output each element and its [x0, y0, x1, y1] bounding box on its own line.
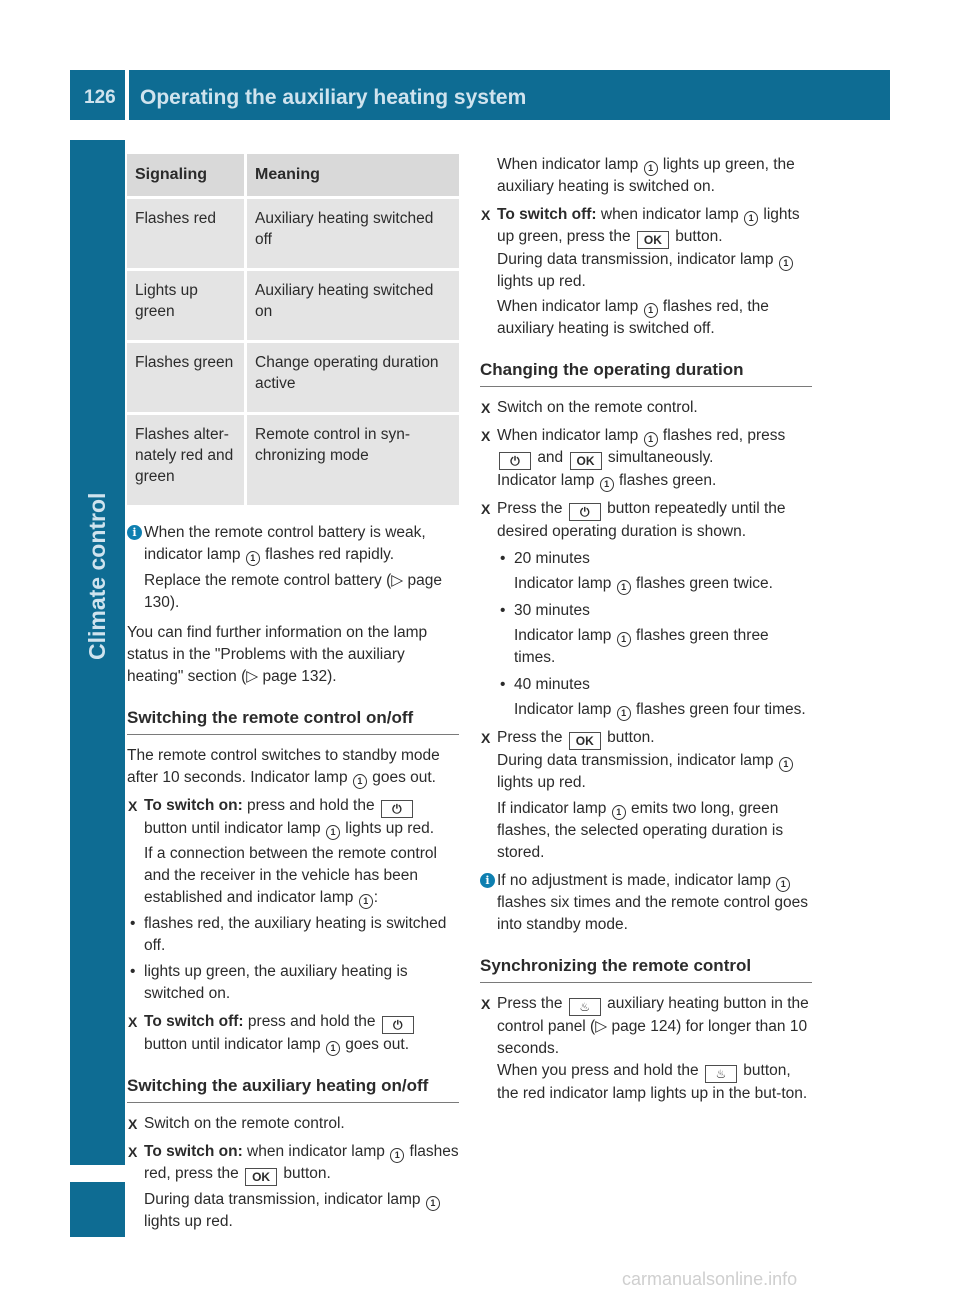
- step-text: When indicator lamp: [497, 427, 639, 444]
- step-text: lights up red.: [345, 820, 435, 837]
- step-arrow-icon: X: [128, 1116, 138, 1132]
- info-text: Replace the remote control battery (▷ page 130).: [144, 572, 442, 611]
- step-detail: [497, 1060, 812, 1105]
- step-text: :: [373, 889, 379, 906]
- step-label: To switch on:: [144, 797, 243, 814]
- paragraph: [480, 154, 812, 198]
- list-text: lights up green, the auxiliary heating is switched on.: [144, 963, 408, 1002]
- heater-button-icon: ♨: [569, 998, 601, 1016]
- paragraph: You can find further information on the lamp status in the "Problems with the auxiliary heating" section (▷ page 132).: [127, 624, 428, 685]
- table-row: [127, 271, 459, 343]
- left-column: [127, 152, 459, 1233]
- step-text: flashes red, press: [662, 427, 786, 444]
- step-arrow-icon: X: [481, 996, 491, 1012]
- step-text: simultaneously.: [607, 449, 714, 466]
- section-heading: Synchronizing the remote control: [480, 954, 812, 983]
- list-text: flashes green four times.: [635, 701, 806, 718]
- step-detail: [497, 296, 812, 340]
- instruction-step: [127, 1141, 459, 1233]
- page-number: 126: [84, 87, 116, 108]
- step-text: goes out.: [345, 1036, 410, 1053]
- table-cell: Auxiliary heating switched on: [247, 271, 459, 343]
- paragraph: [127, 745, 459, 789]
- paragraph-text: When indicator lamp: [497, 156, 639, 173]
- table-cell: Lights up green: [127, 271, 247, 343]
- bullet-icon: •: [130, 915, 136, 932]
- signaling-table: [127, 154, 459, 508]
- indicator-lamp-icon: 1: [353, 774, 367, 789]
- bullet-icon: •: [500, 550, 506, 567]
- info-text: flashes six times and the remote control goes into standby mode.: [497, 894, 809, 933]
- indicator-lamp-icon: 1: [744, 211, 758, 226]
- step-text: During data transmission, indicator lamp: [144, 1191, 421, 1208]
- sidebar-square: [70, 1182, 125, 1237]
- step-text: button.: [607, 729, 655, 746]
- list-text: Indicator lamp: [514, 575, 612, 592]
- power-button-icon: ⏻: [569, 503, 601, 521]
- step-text: lights up red.: [144, 1213, 233, 1230]
- step-text: press and hold the: [247, 797, 375, 814]
- section-heading: Switching the remote control on/off: [127, 706, 459, 735]
- indicator-lamp-icon: 1: [644, 161, 658, 176]
- ok-button-icon: OK: [570, 452, 602, 470]
- list-detail: [514, 573, 812, 595]
- list-text: flashes green twice.: [635, 575, 773, 592]
- instruction-step: [480, 498, 812, 543]
- step-text: lights up green, press the: [497, 206, 800, 245]
- indicator-lamp-icon: 1: [617, 580, 631, 595]
- header-divider: [125, 70, 129, 120]
- info-icon: i: [127, 525, 142, 540]
- list-item: [127, 961, 459, 1005]
- list-text: 20 minutes: [514, 550, 590, 567]
- step-text: when indicator lamp: [600, 206, 739, 223]
- step-text: When indicator lamp: [497, 298, 639, 315]
- paragraph-text: lights up green, the auxiliary heating is switched on.: [497, 156, 795, 195]
- list-detail: [514, 699, 812, 721]
- paragraph-text: The remote control switches to standby mode after 10 seconds. Indicator lamp: [127, 747, 440, 786]
- info-text: When the remote control battery is weak, indicator lamp: [144, 524, 426, 563]
- indicator-lamp-icon: 1: [246, 551, 260, 566]
- info-note: [127, 522, 459, 614]
- table-cell: Remote control in syn-chronizing mode: [247, 415, 459, 508]
- table-row: [127, 199, 459, 271]
- info-text: flashes red rapidly.: [265, 546, 395, 563]
- step-detail: [497, 249, 812, 293]
- step-text: Press the: [497, 729, 563, 746]
- step-text: lights up red.: [497, 273, 586, 290]
- indicator-lamp-icon: 1: [612, 805, 626, 820]
- section-heading: Changing the operating duration: [480, 358, 812, 387]
- section-heading: Switching the auxiliary heating on/off: [127, 1074, 459, 1103]
- step-text: button repeatedly until the desired operating duration is shown.: [497, 500, 786, 540]
- table-header: Signaling: [127, 154, 247, 199]
- list-item: [480, 600, 812, 669]
- list-text: 40 minutes: [514, 676, 590, 693]
- table-cell: Flashes alter-nately red and green: [127, 415, 247, 508]
- bullet-icon: •: [500, 602, 506, 619]
- page-title: Operating the auxiliary heating system: [140, 86, 527, 109]
- step-arrow-icon: X: [481, 501, 491, 517]
- step-text: When you press and hold the: [497, 1062, 699, 1079]
- step-text: flashes green.: [618, 472, 717, 489]
- step-detail: [497, 798, 812, 864]
- step-text: Press the: [497, 500, 563, 517]
- ok-button-icon: OK: [569, 732, 601, 750]
- step-text: lights up red.: [497, 774, 586, 791]
- table-cell: Flashes red: [127, 199, 247, 271]
- bullet-icon: •: [130, 963, 136, 980]
- step-detail: [497, 750, 812, 794]
- indicator-lamp-icon: 1: [779, 757, 793, 772]
- right-column: [480, 152, 812, 1105]
- power-button-icon: ⏻: [382, 1016, 414, 1034]
- step-text: auxiliary heating button in the control panel (▷ page 124) for longer than 10 seconds.: [497, 995, 809, 1057]
- step-text: Press the: [497, 995, 563, 1012]
- step-detail: [144, 843, 459, 909]
- step-text: Indicator lamp: [497, 472, 595, 489]
- table-row: [127, 415, 459, 508]
- indicator-lamp-icon: 1: [617, 632, 631, 647]
- step-text: flashes red, the auxiliary heating is switched off.: [497, 298, 769, 337]
- watermark: carmanualsonline.info: [622, 1269, 798, 1289]
- table-cell: Change operating duration active: [247, 343, 459, 415]
- step-text: button.: [675, 228, 723, 245]
- step-arrow-icon: X: [128, 798, 138, 814]
- indicator-lamp-icon: 1: [426, 1196, 440, 1211]
- step-arrow-icon: X: [481, 400, 491, 416]
- sidebar-label-wrap: [80, 480, 116, 660]
- list-text: Indicator lamp: [514, 701, 612, 718]
- indicator-lamp-icon: 1: [326, 825, 340, 840]
- step-arrow-icon: X: [481, 207, 491, 223]
- list-item: [127, 913, 459, 957]
- instruction-step: [480, 425, 812, 492]
- indicator-lamp-icon: 1: [326, 1041, 340, 1056]
- table-cell: Auxiliary heating switched off: [247, 199, 459, 271]
- instruction-step: [480, 727, 812, 864]
- info-text: If no adjustment is made, indicator lamp: [497, 872, 771, 889]
- paragraph-text: goes out.: [372, 769, 436, 786]
- indicator-lamp-icon: 1: [600, 477, 614, 492]
- heater-button-icon: ♨: [705, 1065, 737, 1083]
- instruction-step: [480, 204, 812, 340]
- indicator-lamp-icon: 1: [644, 432, 658, 447]
- instruction-step: [127, 1011, 459, 1056]
- table-cell: Flashes green: [127, 343, 247, 415]
- step-arrow-icon: X: [481, 730, 491, 746]
- step-text: button until indicator lamp: [144, 1036, 321, 1053]
- list-text: flashes green three times.: [514, 627, 769, 666]
- list-item: [480, 674, 812, 721]
- step-text: emits two long, green flashes, the selected operating duration is stored.: [497, 800, 784, 861]
- step-detail: [144, 1189, 459, 1233]
- step-text: If indicator lamp: [497, 800, 607, 817]
- instruction-step: [480, 397, 812, 419]
- info-note: [480, 870, 812, 936]
- step-text: when indicator lamp: [247, 1143, 385, 1160]
- indicator-lamp-icon: 1: [359, 894, 373, 909]
- step-label: To switch off:: [144, 1013, 244, 1030]
- step-text: press and hold the: [247, 1013, 376, 1030]
- step-label: To switch off:: [497, 206, 597, 223]
- step-text: button.: [283, 1165, 331, 1182]
- step-arrow-icon: X: [128, 1014, 138, 1030]
- instruction-step: [480, 993, 812, 1105]
- list-text: flashes red, the auxiliary heating is switched off.: [144, 915, 447, 954]
- indicator-lamp-icon: 1: [776, 877, 790, 892]
- step-text: button, the red indicator lamp lights up in the but-ton.: [497, 1062, 808, 1102]
- step-text: Switch on the remote control.: [497, 399, 698, 416]
- step-text: button until indicator lamp: [144, 820, 321, 837]
- instruction-step: [127, 795, 459, 909]
- step-text: During data transmission, indicator lamp: [497, 752, 774, 769]
- info-icon: i: [480, 873, 495, 888]
- table-row: [127, 343, 459, 415]
- ok-button-icon: OK: [637, 231, 669, 249]
- step-text: and: [537, 449, 564, 466]
- power-button-icon: ⏻: [499, 452, 531, 470]
- indicator-lamp-icon: 1: [644, 303, 658, 318]
- table-header: Meaning: [247, 154, 459, 199]
- bullet-icon: •: [500, 676, 506, 693]
- instruction-step: [127, 1113, 459, 1135]
- indicator-lamp-icon: 1: [390, 1148, 404, 1163]
- list-text: 30 minutes: [514, 602, 590, 619]
- power-button-icon: ⏻: [381, 800, 413, 818]
- step-text: flashes red, press the: [144, 1143, 459, 1182]
- ok-button-icon: OK: [245, 1168, 277, 1186]
- list-detail: [514, 625, 812, 669]
- step-arrow-icon: X: [128, 1144, 138, 1160]
- indicator-lamp-icon: 1: [617, 706, 631, 721]
- step-arrow-icon: X: [481, 428, 491, 444]
- step-text: Switch on the remote control.: [144, 1115, 345, 1132]
- step-detail: [497, 470, 812, 492]
- indicator-lamp-icon: 1: [779, 256, 793, 271]
- list-text: Indicator lamp: [514, 627, 612, 644]
- step-text: If a connection between the remote control and the receiver in the vehicle has been established and indicator lamp: [144, 845, 437, 906]
- step-text: During data transmission, indicator lamp: [497, 251, 774, 268]
- step-label: To switch on:: [144, 1143, 243, 1160]
- list-item: [480, 548, 812, 595]
- sidebar-label: Climate control: [84, 492, 110, 660]
